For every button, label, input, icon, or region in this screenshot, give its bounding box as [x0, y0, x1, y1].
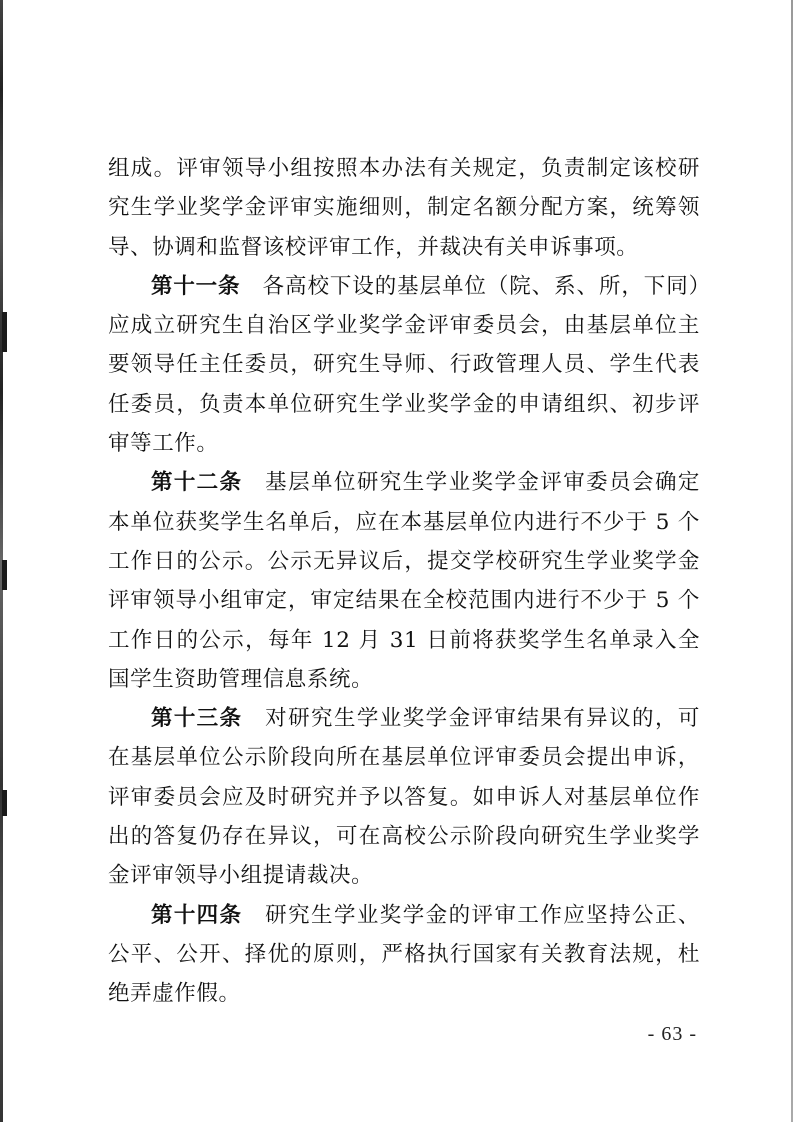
article-13 [108, 699, 700, 895]
scan-mark [2, 790, 7, 816]
article-11 [108, 267, 700, 463]
paragraph-text: 对研究生学业奖学金评审结果有异议的，可在基层单位公示阶段向所在基层单位评审委员会提出申诉，评审委员会应及时研究并予以答复。如申诉人对基层单位作出的答复仍存在异议，可在高校公示阶段向研究生学业奖学金评审领导小组提请裁决。 [108, 706, 700, 889]
paragraph-text: 基层单位研究生学业奖学金评审委员会确定本单位获奖学生名单后，应在本基层单位内进行不少于 5 个工作日的公示。公示无异议后，提交学校研究生学业奖学金评审领导小组审定，审定结果在全校范围内进行不少于 5 个工作日的公示，每年 12 月 31 日前将获奖学生名单录入全国学生资助管理信息系统。 [108, 470, 700, 692]
paragraph-text: 研究生学业奖学金的评审工作应坚持公正、公平、公开、择优的原则，严格执行国家有关教育法规，杜绝弄虚作假。 [108, 902, 700, 1007]
paragraph-text: 组成。评审领导小组按照本办法有关规定，负责制定该校研究生学业奖学金评审实施细则，制定名额分配方案，统筹领导、协调和监督该校评审工作，并裁决有关申诉事项。 [108, 156, 700, 260]
article-heading: 第十三条 [151, 706, 243, 732]
paragraph-continuation [108, 149, 700, 267]
paragraph-text: 各高校下设的基层单位（院、系、所，下同）应成立研究生自治区学业奖学金评审委员会，由基层单位主要领导任主任委员，研究生导师、行政管理人员、学生代表任委员，负责本单位研究生学业奖学金的申请组织、初步评审等工作。 [108, 273, 700, 457]
article-heading: 第十一条 [151, 273, 241, 299]
page-number: - 63 - [647, 1023, 697, 1045]
article-14 [108, 896, 700, 1014]
article-heading: 第十二条 [151, 470, 243, 496]
body-text [108, 149, 700, 1014]
scan-mark [2, 312, 7, 352]
scan-mark [2, 560, 7, 590]
article-12 [108, 463, 700, 699]
article-heading: 第十四条 [151, 902, 243, 928]
